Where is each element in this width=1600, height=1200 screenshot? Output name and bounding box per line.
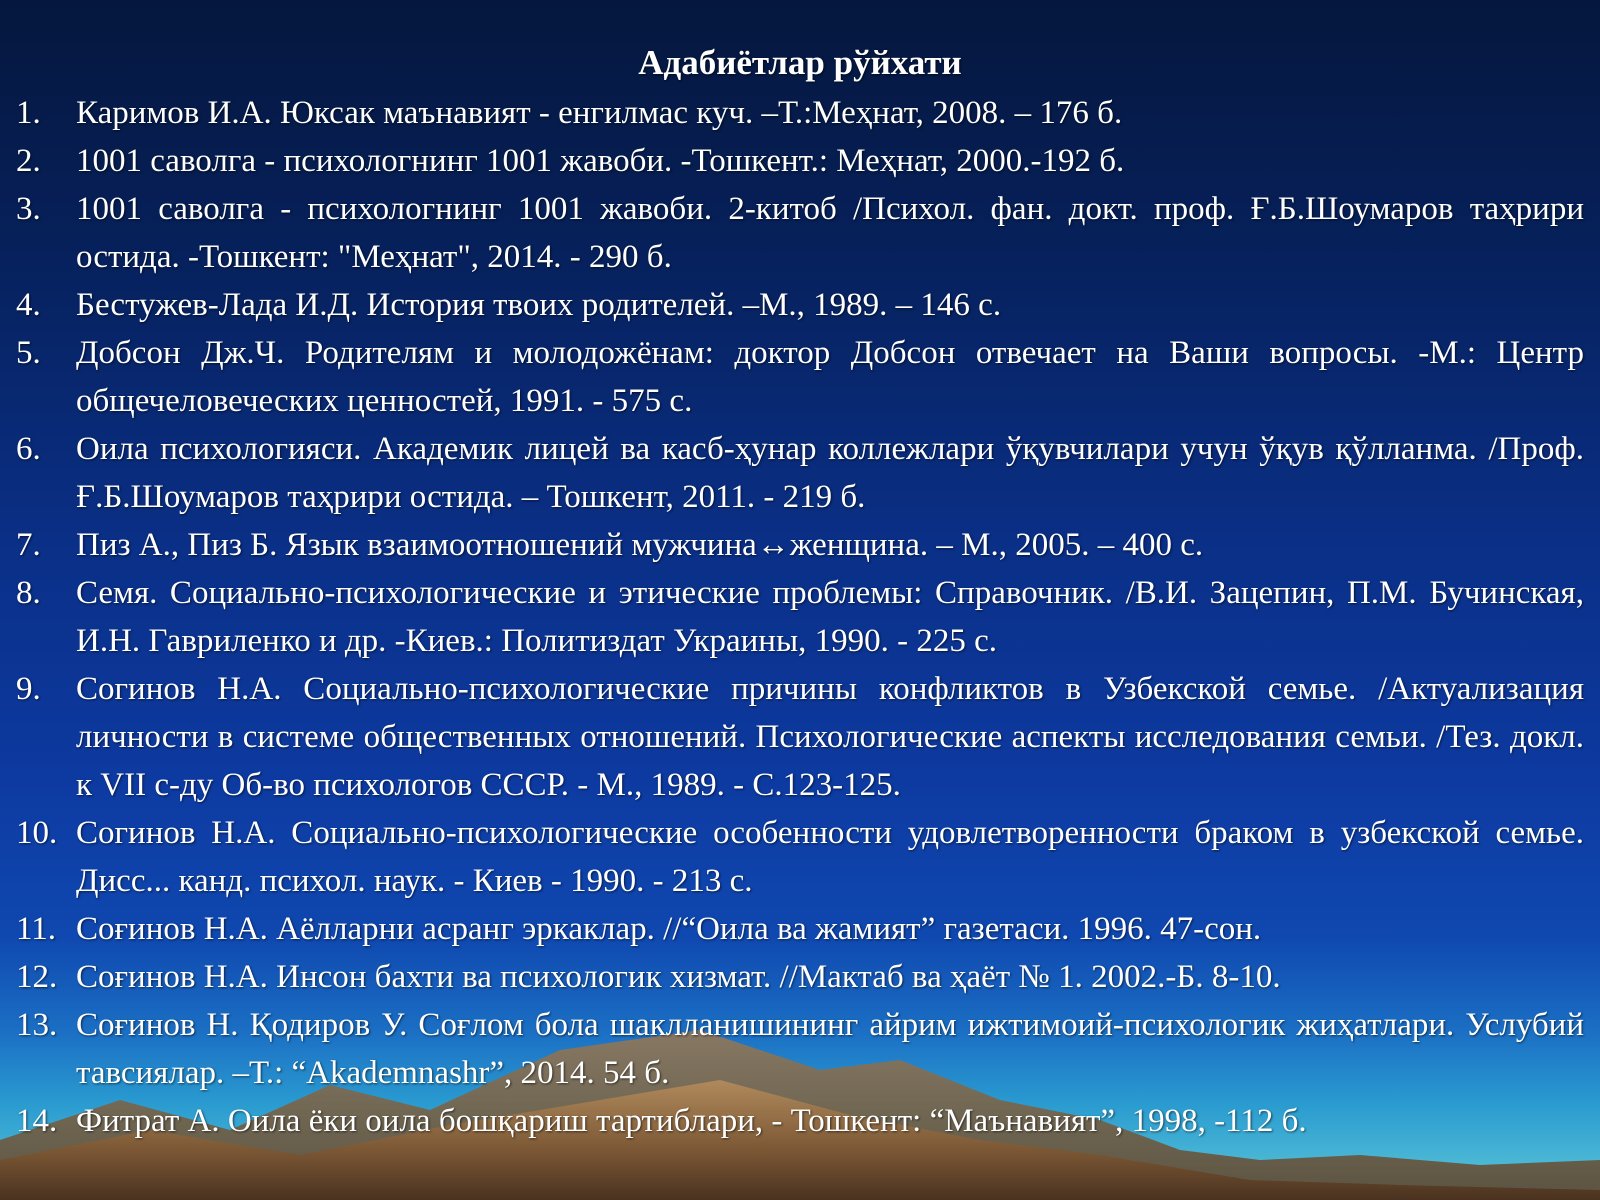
reference-text: Оила психологияси. Академик лицей ва касб-ҳунар коллежлари ўқувчилари учун ўқув қўлланма. /Проф. Ғ.Б.Шоумаров таҳрири остида. – Тошкент, 2011. - 219 б. (76, 431, 1584, 515)
reference-item (16, 809, 1584, 905)
reference-number: 12. (16, 959, 58, 995)
reference-number: 4. (16, 287, 41, 323)
reference-item (16, 665, 1584, 809)
reference-item (16, 953, 1584, 1001)
reference-number: 9. (16, 671, 41, 707)
reference-text: Семя. Социально-психологические и этические проблемы: Справочник. /В.И. Зацепин, П.М. Бучинская, И.Н. Гавриленко и др. -Киев.: Политиздат Украины, 1990. - 225 с. (76, 575, 1584, 659)
slide-title: Адабиётлар рўйхати (638, 43, 962, 82)
reference-item (16, 329, 1584, 425)
reference-text: Бестужев-Лада И.Д. История твоих родителей. –М., 1989. – 146 с. (76, 287, 1002, 323)
reference-number: 7. (16, 527, 41, 563)
reference-text: Добсон Дж.Ч. Родителям и молодожёнам: доктор Добсон отвечает на Ваши вопросы. -М.: Центр общечеловеческих ценностей, 1991. - 575 с. (76, 335, 1584, 419)
reference-number: 14. (16, 1103, 58, 1139)
reference-number: 10. (16, 815, 58, 851)
reference-number: 1. (16, 95, 41, 131)
reference-number: 5. (16, 335, 41, 371)
reference-number: 8. (16, 575, 41, 611)
reference-text: Пиз А., Пиз Б. Язык взаимоотношений мужчина↔женщина. – М., 2005. – 400 с. (76, 527, 1204, 563)
reference-text: Соғинов Н. Қодиров У. Соғлом бола шаклланишининг айрим ижтимоий-психологик жиҳатлари. Услубий тавсиялар. –Т.: “Akademnashr”, 2014. 54 б. (76, 1007, 1584, 1091)
reference-text: 1001 саволга - психологнинг 1001 жавоби. 2-китоб /Психол. фан. докт. проф. Ғ.Б.Шоумаров таҳрири остида. -Тошкент: "Меҳнат", 2014. - 290 б. (76, 191, 1584, 275)
reference-text: Соғинов Н.А. Аёлларни асранг эркаклар. //“Оила ва жамият” газетаси. 1996. 47-сон. (76, 911, 1262, 947)
reference-item (16, 521, 1584, 569)
reference-text: Фитрат А. Оила ёки оила бошқариш тартиблари, - Тошкент: “Маънавият”, 1998, -112 б. (76, 1103, 1307, 1139)
reference-number: 13. (16, 1007, 58, 1043)
reference-text: 1001 саволга - психологнинг 1001 жавоби. -Тошкент.: Меҳнат, 2000.-192 б. (76, 143, 1125, 179)
reference-item (16, 89, 1584, 137)
reference-number: 11. (16, 911, 57, 947)
reference-item (16, 281, 1584, 329)
reference-text: Каримов И.А. Юксак маънавият - енгилмас куч. –Т.:Меҳнат, 2008. – 176 б. (76, 95, 1123, 131)
reference-text: Согинов Н.А. Социально-психологические причины конфликтов в Узбекской семье. /Актуализация личности в системе общественных отношений. Психологические аспекты исследования семьи. /Тез. докл. к VII с-ду Об-во психологов СССР. - М., 1989. - С.123-125. (76, 671, 1584, 803)
reference-item (16, 425, 1584, 521)
reference-item (16, 1097, 1584, 1145)
reference-text: Соғинов Н.А. Инсон бахти ва психологик хизмат. //Мактаб ва ҳаёт № 1. 2002.-Б. 8-10. (76, 959, 1281, 995)
reference-item (16, 905, 1584, 953)
reference-item (16, 137, 1584, 185)
reference-number: 3. (16, 191, 41, 227)
reference-item (16, 1001, 1584, 1097)
reference-text: Согинов Н.А. Социально-психологические особенности удовлетворенности браком в узбекской семье. Дисс... канд. психол. наук. - Киев - 1990. - 213 с. (76, 815, 1584, 899)
reference-list (16, 89, 1584, 1145)
reference-number: 2. (16, 143, 41, 179)
reference-item (16, 185, 1584, 281)
reference-item (16, 569, 1584, 665)
reference-number: 6. (16, 431, 41, 467)
